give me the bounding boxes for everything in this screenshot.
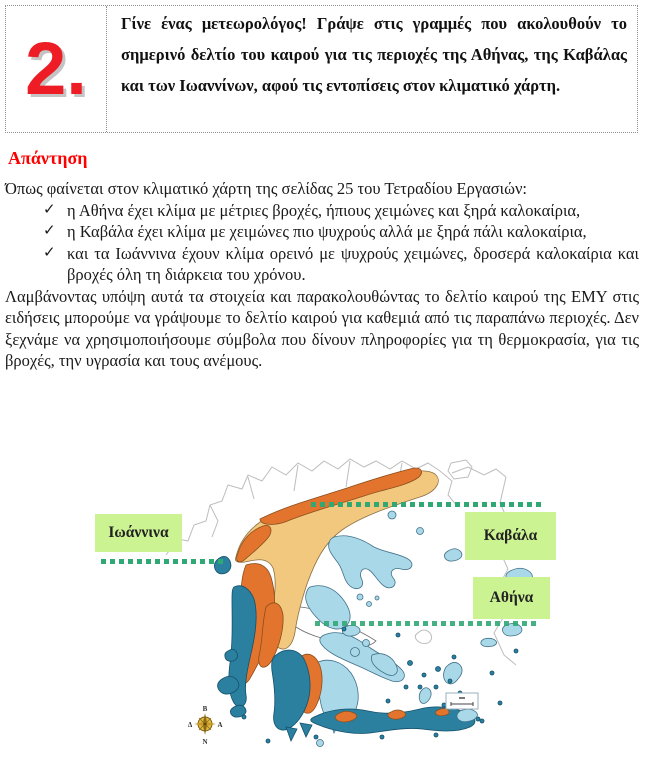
answer-body <box>5 178 639 372</box>
compass-icon <box>188 705 223 746</box>
compass-north-label: Β <box>202 705 208 713</box>
climate-map-figure <box>0 455 645 778</box>
task-number-cell <box>6 6 107 132</box>
task-box <box>5 5 638 133</box>
checkmark-icon: ✓ <box>43 201 56 218</box>
ioannina-leader-line <box>101 559 227 564</box>
answer-closing: Λαμβάνοντας υπόψη αυτά τα στοιχεία και παρακολουθώντας το δελτίο καιρού της ΕΜΥ στις ειδήσεις μπορούμε να γράψουμε το δελτίο καιρού για καθεμιά από τις παραπάνω περιοχές. Δεν ξεχνάμε να χρησιμοποιήσουμε σύμβολα που δίνουν πληροφορίες για τη θερμοκρασία, για τις βροχές, την υγρασία και τους ανέμους. <box>5 286 639 370</box>
list-item <box>43 221 639 243</box>
compass-east-label: Α <box>217 721 223 729</box>
map-label-athina: Αθήνα <box>473 577 550 619</box>
checkmark-icon: ✓ <box>43 223 56 239</box>
bullet-text: η Αθήνα έχει κλίμα με μέτριες βροχές, ήπιους χειμώνες και ξηρά καλοκαίρια, <box>67 200 581 220</box>
answer-heading: Απάντηση <box>8 148 88 168</box>
checkmark-icon: ✓ <box>43 244 56 261</box>
list-item <box>43 200 639 222</box>
bullet-text: και τα Ιωάννινα έχουν κλίμα ορεινό με ψυχρούς χειμώνες, δροσερά καλοκαίρια και βροχές όλη τη διάρκεια του χρόνου. <box>67 243 639 284</box>
task-text: Γίνε ένας μετεωρολόγος! Γράψε στις γραμμές που ακολουθούν το σημερινό δελτίο του καιρού για τις περιοχές της Αθήνας, της Καβάλας και των Ιωαννίνων, αφού τις εντοπίσεις στον κλιματικό χάρτη. <box>121 14 627 95</box>
list-item <box>43 243 639 286</box>
compass-west-label: Δ <box>187 721 193 729</box>
map-label-kavala: Καβάλα <box>465 512 556 560</box>
task-number: 2. <box>25 27 87 110</box>
athina-leader-line <box>315 621 538 626</box>
scale-box <box>446 693 478 709</box>
map-label-ioannina: Ιωάννινα <box>95 514 182 552</box>
kavala-leader-line <box>311 502 545 507</box>
answer-intro: Όπως φαίνεται στον κλιματικό χάρτη της σελίδας 25 του Τετραδίου Εργασιών: <box>5 179 528 198</box>
answer-bullet-list <box>5 200 639 286</box>
compass-south-label: Ν <box>202 738 208 746</box>
bullet-text: η Καβάλα έχει κλίμα με χειμώνες πιο ψυχρούς αλλά με ξηρά πάλι καλοκαίρια, <box>67 222 587 241</box>
